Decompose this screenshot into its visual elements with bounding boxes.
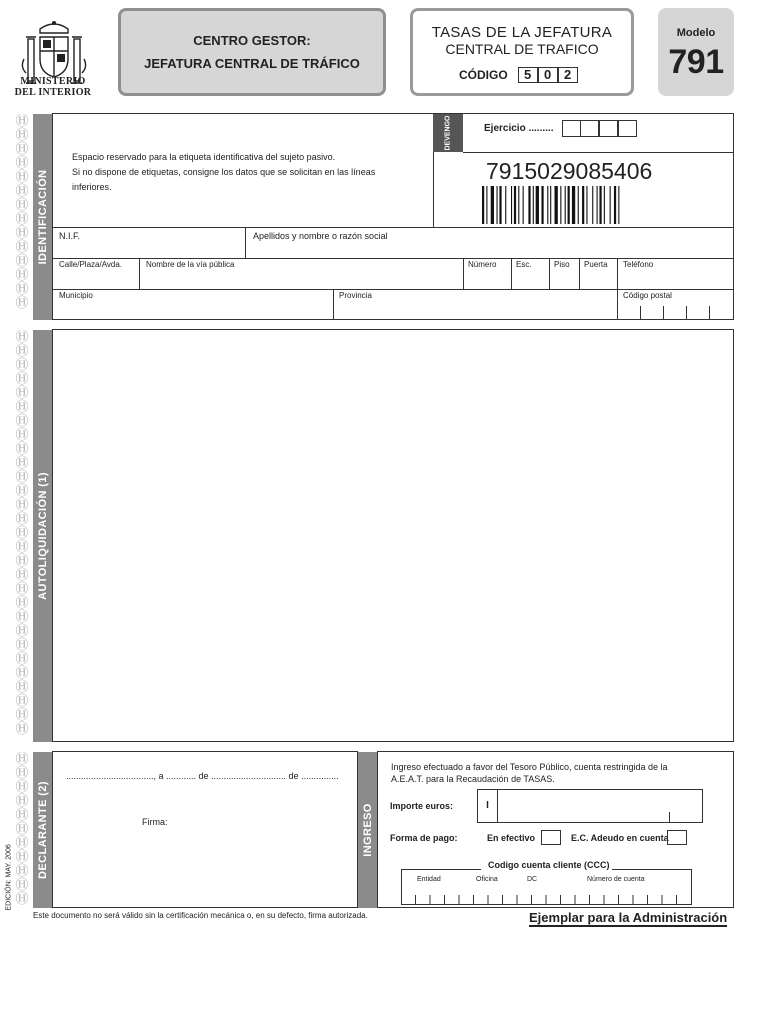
entidad-label: Entidad [417, 876, 441, 883]
ingreso-text [391, 761, 668, 785]
barcode-bar [560, 186, 561, 224]
codigo-digit: 5 [518, 67, 538, 83]
barcode-bar [592, 186, 593, 224]
tasas-box [410, 8, 634, 96]
provincia-label: Provincia [339, 291, 372, 300]
barcode-bar [518, 186, 519, 224]
oficina-label: Oficina [476, 876, 498, 883]
barcode-bar [618, 186, 619, 224]
barcode-bar [610, 186, 611, 224]
barcode-bar [599, 186, 601, 224]
nif-label: N.I.F. [59, 231, 81, 241]
codigo-digit: 2 [558, 67, 578, 83]
ingreso-sidebar [358, 752, 377, 908]
esc-label: Esc. [516, 260, 532, 269]
modelo-label: Modelo [676, 27, 716, 39]
ministry-line2: DEL INTERIOR [14, 87, 92, 98]
efectivo-checkbox[interactable] [541, 830, 561, 845]
security-pattern-strip: Ⓗ Ⓗ Ⓗ Ⓗ Ⓗ Ⓗ Ⓗ Ⓗ Ⓗ Ⓗ Ⓗ [15, 752, 29, 906]
barcode-bar [497, 186, 498, 224]
barcode-bar [614, 186, 616, 224]
autoliquidacion-frame[interactable] [52, 329, 734, 742]
adeudo-label: E.C. Adeudo en cuenta [571, 833, 669, 843]
barcode-bar [499, 186, 501, 224]
ejercicio-box[interactable] [618, 120, 637, 137]
barcode-bar [550, 186, 551, 224]
ministry-name [8, 76, 98, 98]
telefono-label: Teléfono [623, 260, 654, 269]
barcode-bar [482, 186, 484, 224]
dc-label: DC [527, 876, 538, 883]
identificacion-sidebar [33, 114, 52, 320]
codigo-label: CÓDIGO [459, 68, 508, 82]
numero-cuenta-label: Número de cuenta [587, 876, 645, 883]
forma-pago-label: Forma de pago: [390, 833, 458, 843]
importe-prefix-cell [478, 790, 498, 822]
ejercicio-box[interactable] [599, 120, 618, 137]
barcode-bar [568, 186, 570, 224]
edicion-text: EDICIÓN: MAY. 2006 [5, 844, 13, 911]
barcode-bar [528, 186, 530, 224]
tasas-line1: TASAS DE LA JEFATURA [431, 24, 613, 41]
barcode-bar [486, 186, 487, 224]
barcode-bar [586, 186, 587, 224]
calle-label: Calle/Plaza/Avda. [59, 260, 122, 269]
efectivo-label: En efectivo [487, 833, 536, 843]
barcode [482, 186, 662, 224]
ingreso-text-line2: A.E.A.T. para la Recaudación de TASAS. [391, 774, 555, 784]
ejemplar-label: Ejemplar para la Administración [529, 910, 728, 925]
barcode-bar [597, 186, 598, 224]
barcode-bar [505, 186, 506, 224]
autoliquidacion-label: AUTOLIQUIDACIÓN (1) [36, 472, 49, 600]
etiqueta-note [72, 150, 422, 195]
barcode-bar [511, 186, 512, 224]
barcode-bar [514, 186, 516, 224]
nif-field[interactable] [54, 242, 242, 256]
note-line2: Si no dispone de etiquetas, consigne los datos que se solicitan en las líneas [72, 167, 376, 177]
ingreso-text-line1: Ingreso efectuado a favor del Tesoro Público, cuenta restringida de la [391, 762, 668, 772]
date-line: ..................................., a ............ de .............................. de ............... [66, 771, 339, 781]
barcode-bar [541, 186, 543, 224]
devengo-bar [433, 114, 463, 152]
via-label: Nombre de la vía pública [146, 260, 235, 269]
devengo-label: DEVENGO [444, 115, 452, 151]
ccc-top-right-line [612, 869, 692, 870]
firma-label: Firma: [142, 817, 168, 827]
ejercicio-box[interactable] [562, 120, 581, 137]
adeudo-checkbox[interactable] [667, 830, 687, 845]
gestor-line1: CENTRO GESTOR: [193, 33, 311, 48]
declarante-sidebar [33, 752, 52, 908]
barcode-bar [491, 186, 494, 224]
apellidos-field[interactable] [248, 242, 730, 256]
identificacion-label: IDENTIFICACIÓN [36, 169, 49, 265]
apellidos-label: Apellidos y nombre o razón social [253, 231, 388, 241]
barcode-bar [555, 186, 558, 224]
ccc-top-left-line [401, 869, 481, 870]
puerta-label: Puerta [584, 260, 608, 269]
codigo-row [459, 67, 578, 83]
modelo-number: 791 [668, 43, 724, 81]
barcode-bar [578, 186, 579, 224]
centro-gestor-box [118, 8, 386, 96]
security-pattern-strip: Ⓗ Ⓗ Ⓗ Ⓗ Ⓗ Ⓗ Ⓗ Ⓗ Ⓗ Ⓗ Ⓗ Ⓗ Ⓗ Ⓗ [15, 114, 29, 310]
municipio-label: Municipio [59, 291, 93, 300]
ministry-line1: MINISTERIO [20, 76, 86, 87]
importe-box[interactable] [477, 789, 703, 823]
note-line1: Espacio reservado para la etiqueta identificativa del sujeto pasivo. [72, 152, 336, 162]
cp-label: Código postal [623, 291, 672, 300]
barcode-bar [582, 186, 584, 224]
ccc-label: Codigo cuenta cliente (CCC) [488, 860, 610, 870]
ejercicio-label: Ejercicio ......... [484, 123, 554, 134]
numero-label: Número [468, 260, 497, 269]
barcode-bar [523, 186, 524, 224]
barcode-bar [533, 186, 534, 224]
ejercicio-box[interactable] [580, 120, 599, 137]
importe-label: Importe euros: [390, 801, 454, 811]
barcode-bar [604, 186, 605, 224]
note-line3: inferiores. [72, 182, 112, 192]
importe-prefix: I [486, 800, 489, 811]
modelo-box [658, 8, 734, 96]
tasas-line2: CENTRAL DE TRAFICO [445, 41, 599, 57]
barcode-bar [565, 186, 566, 224]
security-pattern-strip: Ⓗ Ⓗ Ⓗ Ⓗ Ⓗ Ⓗ Ⓗ Ⓗ Ⓗ Ⓗ Ⓗ Ⓗ Ⓗ Ⓗ Ⓗ Ⓗ Ⓗ Ⓗ Ⓗ Ⓗ Ⓗ Ⓗ Ⓗ Ⓗ Ⓗ Ⓗ Ⓗ Ⓗ Ⓗ [15, 330, 29, 736]
barcode-bar [547, 186, 548, 224]
barcode-bar [536, 186, 539, 224]
gestor-line2: JEFATURA CENTRAL DE TRÁFICO [144, 56, 360, 71]
barcode-bar [572, 186, 575, 224]
autoliquidacion-sidebar [33, 330, 52, 742]
piso-label: Piso [554, 260, 570, 269]
codigo-digit: 0 [538, 67, 558, 83]
ccc-digit-ticks[interactable] [401, 893, 692, 905]
ingreso-label: INGRESO [361, 803, 374, 857]
barcode-number: 7915029085406 [486, 158, 653, 184]
validity-note: Este documento no será válido sin la certificación mecánica o, en su defecto, firma autorizada. [33, 911, 368, 920]
declarante-label: DECLARANTE (2) [36, 781, 49, 879]
